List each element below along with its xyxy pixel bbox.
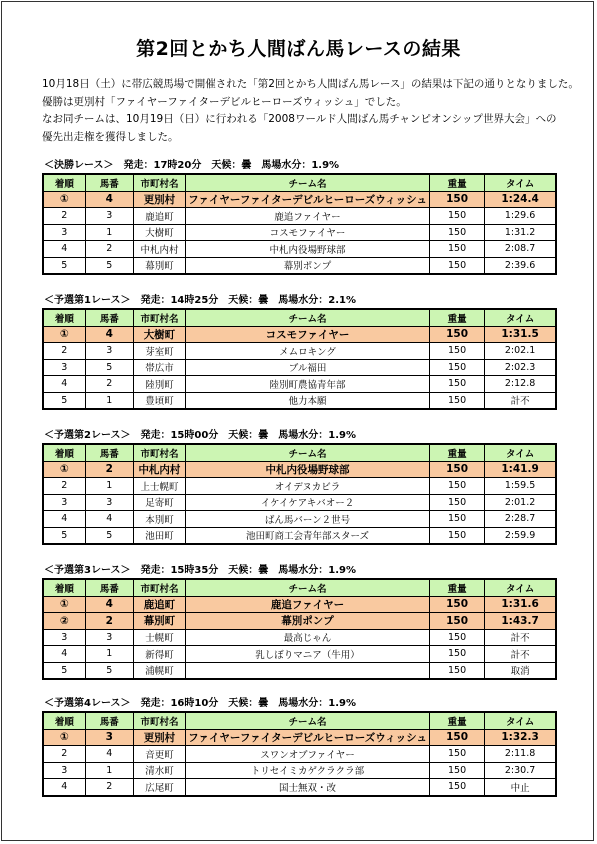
cell-weight: 150 — [429, 527, 484, 544]
column-header-num: 馬番 — [85, 309, 133, 326]
column-header-town: 市町村名 — [133, 444, 185, 461]
cell-weight: 150 — [429, 224, 484, 241]
cell-team: ブル福田 — [186, 359, 430, 376]
cell-town: 大樹町 — [133, 224, 185, 241]
race-header: ＜予選第3レース＞ 発走：15時35分 天候：曇 馬場水分：1.9% — [44, 565, 357, 576]
table-header-row — [43, 712, 556, 729]
table-row — [43, 527, 556, 544]
column-header-num: 馬番 — [85, 579, 133, 596]
cell-weight: 150 — [429, 762, 484, 779]
cell-town: 上士幌町 — [133, 478, 185, 495]
race-section — [42, 294, 557, 410]
cell-team: イケイケアキバオー２ — [186, 494, 430, 511]
cell-weight: 150 — [429, 729, 484, 746]
cell-time: 取消 — [485, 662, 556, 679]
cell-time: 1:31.2 — [485, 224, 556, 241]
cell-rank: ① — [43, 596, 85, 613]
intro-paragraph — [42, 76, 579, 146]
cell-num: 1 — [85, 224, 133, 241]
cell-rank: ① — [43, 729, 85, 746]
cell-num: 5 — [85, 257, 133, 274]
cell-num: 4 — [85, 596, 133, 613]
column-header-weight: 重量 — [429, 579, 484, 596]
cell-town: 池田町 — [133, 527, 185, 544]
table-row — [43, 208, 556, 225]
column-header-team: チーム名 — [186, 174, 430, 191]
cell-rank: 4 — [43, 241, 85, 258]
cell-rank: 2 — [43, 208, 85, 225]
cell-time: 計不 — [485, 629, 556, 646]
cell-weight: 150 — [429, 779, 484, 796]
race-header: ＜予選第2レース＞ 発走：15時00分 天候：曇 馬場水分：1.9% — [44, 430, 357, 441]
cell-rank: ① — [43, 191, 85, 208]
cell-team: 中札内役場野球部 — [186, 241, 430, 258]
cell-num: 4 — [85, 746, 133, 763]
table-row — [43, 343, 556, 360]
cell-rank: 3 — [43, 224, 85, 241]
cell-num: 2 — [85, 461, 133, 478]
cell-rank: 2 — [43, 746, 85, 763]
cell-town: 帯広市 — [133, 359, 185, 376]
column-header-weight: 重量 — [429, 444, 484, 461]
cell-team: 他力本願 — [186, 392, 430, 409]
cell-num: 1 — [85, 762, 133, 779]
cell-team: 国士無双・改 — [186, 779, 430, 796]
cell-town: 広尾町 — [133, 779, 185, 796]
column-header-town: 市町村名 — [133, 712, 185, 729]
table-row — [43, 392, 556, 409]
cell-town: 幕別町 — [133, 257, 185, 274]
column-header-rank: 着順 — [43, 579, 85, 596]
cell-team: コスモファイヤー — [186, 326, 430, 343]
cell-weight: 150 — [429, 241, 484, 258]
cell-time: 中止 — [485, 779, 556, 796]
cell-town: 陸別町 — [133, 376, 185, 393]
cell-team: スワンオブファイヤー — [186, 746, 430, 763]
table-row — [43, 257, 556, 274]
cell-rank: 4 — [43, 376, 85, 393]
table-row — [43, 224, 556, 241]
cell-team: メムロキング — [186, 343, 430, 360]
column-header-time: タイム — [485, 309, 556, 326]
column-header-town: 市町村名 — [133, 309, 185, 326]
column-header-num: 馬番 — [85, 712, 133, 729]
race-section — [42, 564, 557, 680]
cell-num: 3 — [85, 629, 133, 646]
results-table — [42, 308, 557, 410]
cell-time: 2:59.9 — [485, 527, 556, 544]
results-table — [42, 443, 557, 545]
race-section — [42, 429, 557, 545]
cell-town: 士幌町 — [133, 629, 185, 646]
cell-rank: 3 — [43, 494, 85, 511]
table-header-row — [43, 444, 556, 461]
cell-team — [186, 662, 430, 679]
results-table — [42, 578, 557, 680]
race-header: ＜予選第4レース＞ 発走：16時10分 天候：曇 馬場水分：1.9% — [44, 698, 357, 709]
table-row — [43, 241, 556, 258]
table-row — [43, 762, 556, 779]
cell-rank: 3 — [43, 629, 85, 646]
cell-num: 3 — [85, 494, 133, 511]
cell-town: 大樹町 — [133, 326, 185, 343]
cell-town: 鹿追町 — [133, 208, 185, 225]
intro-line: なお同チームは、10月19日（日）に行われる「2008ワールド人間ばん馬チャンピオンシップ世界大会」への — [42, 113, 557, 125]
column-header-weight: 重量 — [429, 712, 484, 729]
cell-time: 2:11.8 — [485, 746, 556, 763]
cell-num: 1 — [85, 392, 133, 409]
cell-team: 幕別ポンプ — [186, 613, 430, 630]
cell-time: 1:29.6 — [485, 208, 556, 225]
cell-weight: 150 — [429, 257, 484, 274]
table-header-row — [43, 579, 556, 596]
column-header-team: チーム名 — [186, 579, 430, 596]
cell-team: 鹿追ファイヤー — [186, 208, 430, 225]
cell-town: 幕別町 — [133, 613, 185, 630]
cell-num: 4 — [85, 511, 133, 528]
column-header-rank: 着順 — [43, 174, 85, 191]
cell-weight: 150 — [429, 191, 484, 208]
cell-town: 鹿追町 — [133, 596, 185, 613]
column-header-rank: 着順 — [43, 444, 85, 461]
column-header-team: チーム名 — [186, 712, 430, 729]
cell-team: 鹿追ファイヤー — [186, 596, 430, 613]
cell-num: 5 — [85, 527, 133, 544]
cell-rank: 4 — [43, 646, 85, 663]
column-header-num: 馬番 — [85, 444, 133, 461]
cell-time: 計不 — [485, 646, 556, 663]
table-row — [43, 646, 556, 663]
cell-rank: 5 — [43, 257, 85, 274]
cell-rank: ② — [43, 613, 85, 630]
cell-team: オイデヌカビラ — [186, 478, 430, 495]
cell-num: 4 — [85, 326, 133, 343]
cell-team: 乳しぼりマニア（牛用） — [186, 646, 430, 663]
column-header-team: チーム名 — [186, 309, 430, 326]
cell-town: 豊頃町 — [133, 392, 185, 409]
table-row — [43, 191, 556, 208]
column-header-rank: 着順 — [43, 712, 85, 729]
table-header-row — [43, 174, 556, 191]
race-header: ＜決勝レース＞ 発走：17時20分 天候：曇 馬場水分：1.9% — [44, 160, 340, 171]
cell-weight: 150 — [429, 662, 484, 679]
cell-num: 1 — [85, 478, 133, 495]
column-header-time: タイム — [485, 579, 556, 596]
cell-town: 中札内村 — [133, 241, 185, 258]
cell-num: 2 — [85, 779, 133, 796]
results-table — [42, 173, 557, 275]
cell-time: 1:41.9 — [485, 461, 556, 478]
race-section — [42, 159, 557, 275]
cell-weight: 150 — [429, 596, 484, 613]
intro-line: 優勝は更別村「ファイヤーファイターデビルヒーローズウィッシュ」でした。 — [42, 95, 407, 108]
table-row — [43, 376, 556, 393]
cell-rank: ① — [43, 326, 85, 343]
cell-time: 2:02.3 — [485, 359, 556, 376]
cell-num: 3 — [85, 729, 133, 746]
cell-rank: 2 — [43, 478, 85, 495]
column-header-weight: 重量 — [429, 309, 484, 326]
cell-team: 陸別町農協青年部 — [186, 376, 430, 393]
cell-team: トリセイミカゲクラクラ部 — [186, 762, 430, 779]
cell-weight: 150 — [429, 478, 484, 495]
cell-num: 3 — [85, 208, 133, 225]
table-row — [43, 596, 556, 613]
column-header-town: 市町村名 — [133, 579, 185, 596]
cell-team: 中札内役場野球部 — [186, 461, 430, 478]
cell-time: 1:32.3 — [485, 729, 556, 746]
cell-rank: 4 — [43, 779, 85, 796]
cell-time: 2:12.8 — [485, 376, 556, 393]
table-row — [43, 613, 556, 630]
intro-line: 10月18日（土）に帯広競馬場で開催された「第2回とかち人間ばん馬レース」の結果は下記の通りとなりました。 — [42, 78, 579, 90]
cell-town: 音更町 — [133, 746, 185, 763]
cell-town: 更別村 — [133, 191, 185, 208]
cell-team: 最高じゃん — [186, 629, 430, 646]
cell-weight: 150 — [429, 613, 484, 630]
cell-weight: 150 — [429, 376, 484, 393]
cell-team: 幕別ポンプ — [186, 257, 430, 274]
cell-time: 1:31.5 — [485, 326, 556, 343]
column-header-num: 馬番 — [85, 174, 133, 191]
cell-rank: ① — [43, 461, 85, 478]
column-header-rank: 着順 — [43, 309, 85, 326]
cell-time: 2:30.7 — [485, 762, 556, 779]
cell-town: 更別村 — [133, 729, 185, 746]
cell-weight: 150 — [429, 461, 484, 478]
cell-time: 1:24.4 — [485, 191, 556, 208]
table-row — [43, 494, 556, 511]
cell-num: 2 — [85, 613, 133, 630]
table-row — [43, 359, 556, 376]
cell-town: 足寄町 — [133, 494, 185, 511]
column-header-time: タイム — [485, 444, 556, 461]
cell-rank: 4 — [43, 511, 85, 528]
cell-num: 4 — [85, 191, 133, 208]
cell-weight: 150 — [429, 359, 484, 376]
cell-weight: 150 — [429, 208, 484, 225]
cell-num: 2 — [85, 241, 133, 258]
cell-num: 5 — [85, 662, 133, 679]
cell-time: 2:02.1 — [485, 343, 556, 360]
table-row — [43, 478, 556, 495]
cell-rank: 3 — [43, 359, 85, 376]
cell-num: 5 — [85, 359, 133, 376]
table-row — [43, 511, 556, 528]
cell-time: 2:08.7 — [485, 241, 556, 258]
cell-team: ファイヤーファイターデビルヒーローズウィッシュ — [186, 729, 430, 746]
column-header-time: タイム — [485, 712, 556, 729]
cell-town: 新得町 — [133, 646, 185, 663]
cell-team: ファイヤーファイターデビルヒーローズウィッシュ — [186, 191, 430, 208]
cell-time: 1:59.5 — [485, 478, 556, 495]
cell-weight: 150 — [429, 343, 484, 360]
cell-town: 芽室町 — [133, 343, 185, 360]
cell-weight: 150 — [429, 746, 484, 763]
cell-time: 2:01.2 — [485, 494, 556, 511]
cell-weight: 150 — [429, 511, 484, 528]
cell-num: 2 — [85, 376, 133, 393]
cell-rank: 2 — [43, 343, 85, 360]
cell-weight: 150 — [429, 326, 484, 343]
table-row — [43, 779, 556, 796]
cell-team: コスモファイヤー — [186, 224, 430, 241]
cell-time: 2:28.7 — [485, 511, 556, 528]
cell-num: 3 — [85, 343, 133, 360]
column-header-time: タイム — [485, 174, 556, 191]
table-header-row — [43, 309, 556, 326]
intro-line: 優先出走権を獲得しました。 — [42, 130, 179, 143]
cell-rank: 3 — [43, 762, 85, 779]
cell-weight: 150 — [429, 392, 484, 409]
cell-time: 1:43.7 — [485, 613, 556, 630]
table-row — [43, 326, 556, 343]
cell-town: 本別町 — [133, 511, 185, 528]
column-header-town: 市町村名 — [133, 174, 185, 191]
cell-weight: 150 — [429, 646, 484, 663]
race-header: ＜予選第1レース＞ 発走：14時25分 天候：曇 馬場水分：2.1% — [44, 295, 357, 306]
cell-rank: 5 — [43, 527, 85, 544]
cell-weight: 150 — [429, 494, 484, 511]
table-row — [43, 461, 556, 478]
cell-time: 計不 — [485, 392, 556, 409]
cell-time: 1:31.6 — [485, 596, 556, 613]
results-table — [42, 711, 557, 797]
column-header-team: チーム名 — [186, 444, 430, 461]
cell-town: 中札内村 — [133, 461, 185, 478]
cell-town: 清水町 — [133, 762, 185, 779]
cell-rank: 5 — [43, 662, 85, 679]
table-row — [43, 629, 556, 646]
table-row — [43, 729, 556, 746]
cell-time: 2:39.6 — [485, 257, 556, 274]
page-title: 第2回とかち人間ばん馬レースの結果 — [136, 38, 461, 60]
cell-rank: 5 — [43, 392, 85, 409]
cell-weight: 150 — [429, 629, 484, 646]
table-row — [43, 662, 556, 679]
race-section — [42, 697, 557, 797]
cell-town: 浦幌町 — [133, 662, 185, 679]
table-row — [43, 746, 556, 763]
column-header-weight: 重量 — [429, 174, 484, 191]
cell-team: ばん馬バーン２世号 — [186, 511, 430, 528]
cell-team: 池田町商工会青年部スターズ — [186, 527, 430, 544]
cell-num: 1 — [85, 646, 133, 663]
